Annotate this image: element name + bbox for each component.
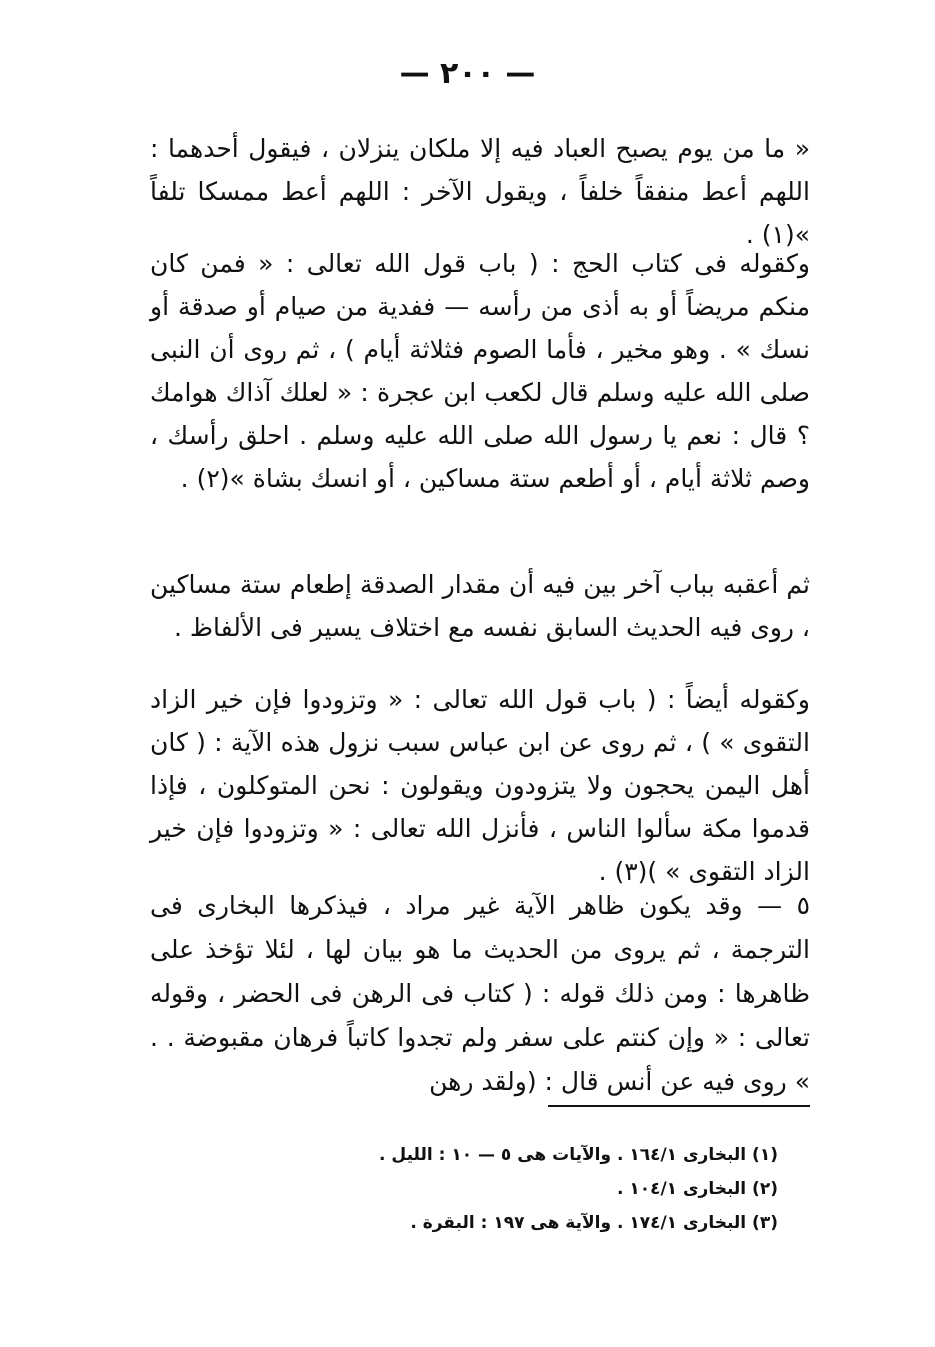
footnote-1: (١) البخارى ١٦٤/١ . والآيات هى ٥ — ١٠ : الليل . [379, 1145, 778, 1165]
paragraph-hadith-quote: « ما من يوم يصبح العباد فيه إلا ملكان ينزلان ، فيقول أحدهما : اللهم أعط منفقاً خلفاً ، ويقول الآخر : اللهم أعط ممسكا تلفاً »(١) . [150, 134, 810, 249]
footnote-2: (٢) البخارى ١٠٤/١ . [616, 1179, 778, 1199]
footnotes [300, 1138, 778, 1240]
footnote-divider [548, 1105, 810, 1107]
paragraph-provisions-verse: وكقوله أيضاً : ( باب قول الله تعالى : « وتزودوا فإن خير الزاد التقوى » ) ، ثم روى عن ابن عباس سبب نزول هذه الآية : ( كان أهل اليمن يحجون ولا يتزودون ويقولون : نحن المتوكلون ، فإذا قدموا مكة سألوا الناس ، فأنزل الله تعالى : « وتزودوا فإن خير الزاد التقوى » )(٣) . [150, 685, 810, 886]
paragraph-point-five: ٥ — وقد يكون ظاهر الآية غير مراد ، فيذكرها البخارى فى الترجمة ، ثم يروى من الحديث ما هو بيان لها ، لئلا تؤخذ على ظاهرها : ومن ذلك قوله : ( كتاب فى الرهن فى الحضر ، وقوله تعالى : « وإن كنتم على سفر ولم تجدوا كاتباً فرهان مقبوضة . . » روى فيه عن أنس قال : (ولقد رهن [150, 891, 810, 1096]
paragraph-hajj-chapter: وكقوله فى كتاب الحج : ( باب قول الله تعالى : « فمن كان منكم مريضاً أو به أذى من رأسه — ففدية من صيام أو صدقة أو نسك » . وهو مخير ، فأما الصوم فثلاثة أيام ) ، ثم روى أن النبى صلى الله عليه وسلم قال لكعب ابن عجرة : « لعلك آذاك هوامك ؟ قال : نعم يا رسول الله صلى الله عليه وسلم . احلق رأسك ، وصم ثلاثة أيام ، أو أطعم ستة مساكين ، أو انسك بشاة »(٢) . [150, 249, 810, 493]
footnote-3: (٣) البخارى ١٧٤/١ . والآية هى ١٩٧ : البقرة . [410, 1213, 778, 1233]
paragraph-following-chapter: ثم أعقبه بباب آخر بين فيه أن مقدار الصدقة إطعام ستة مساكين ، روى فيه الحديث السابق نفسه مع اختلاف يسير فى الألفاظ . [150, 570, 810, 642]
page-number: — ٢٠٠ — [399, 56, 536, 91]
